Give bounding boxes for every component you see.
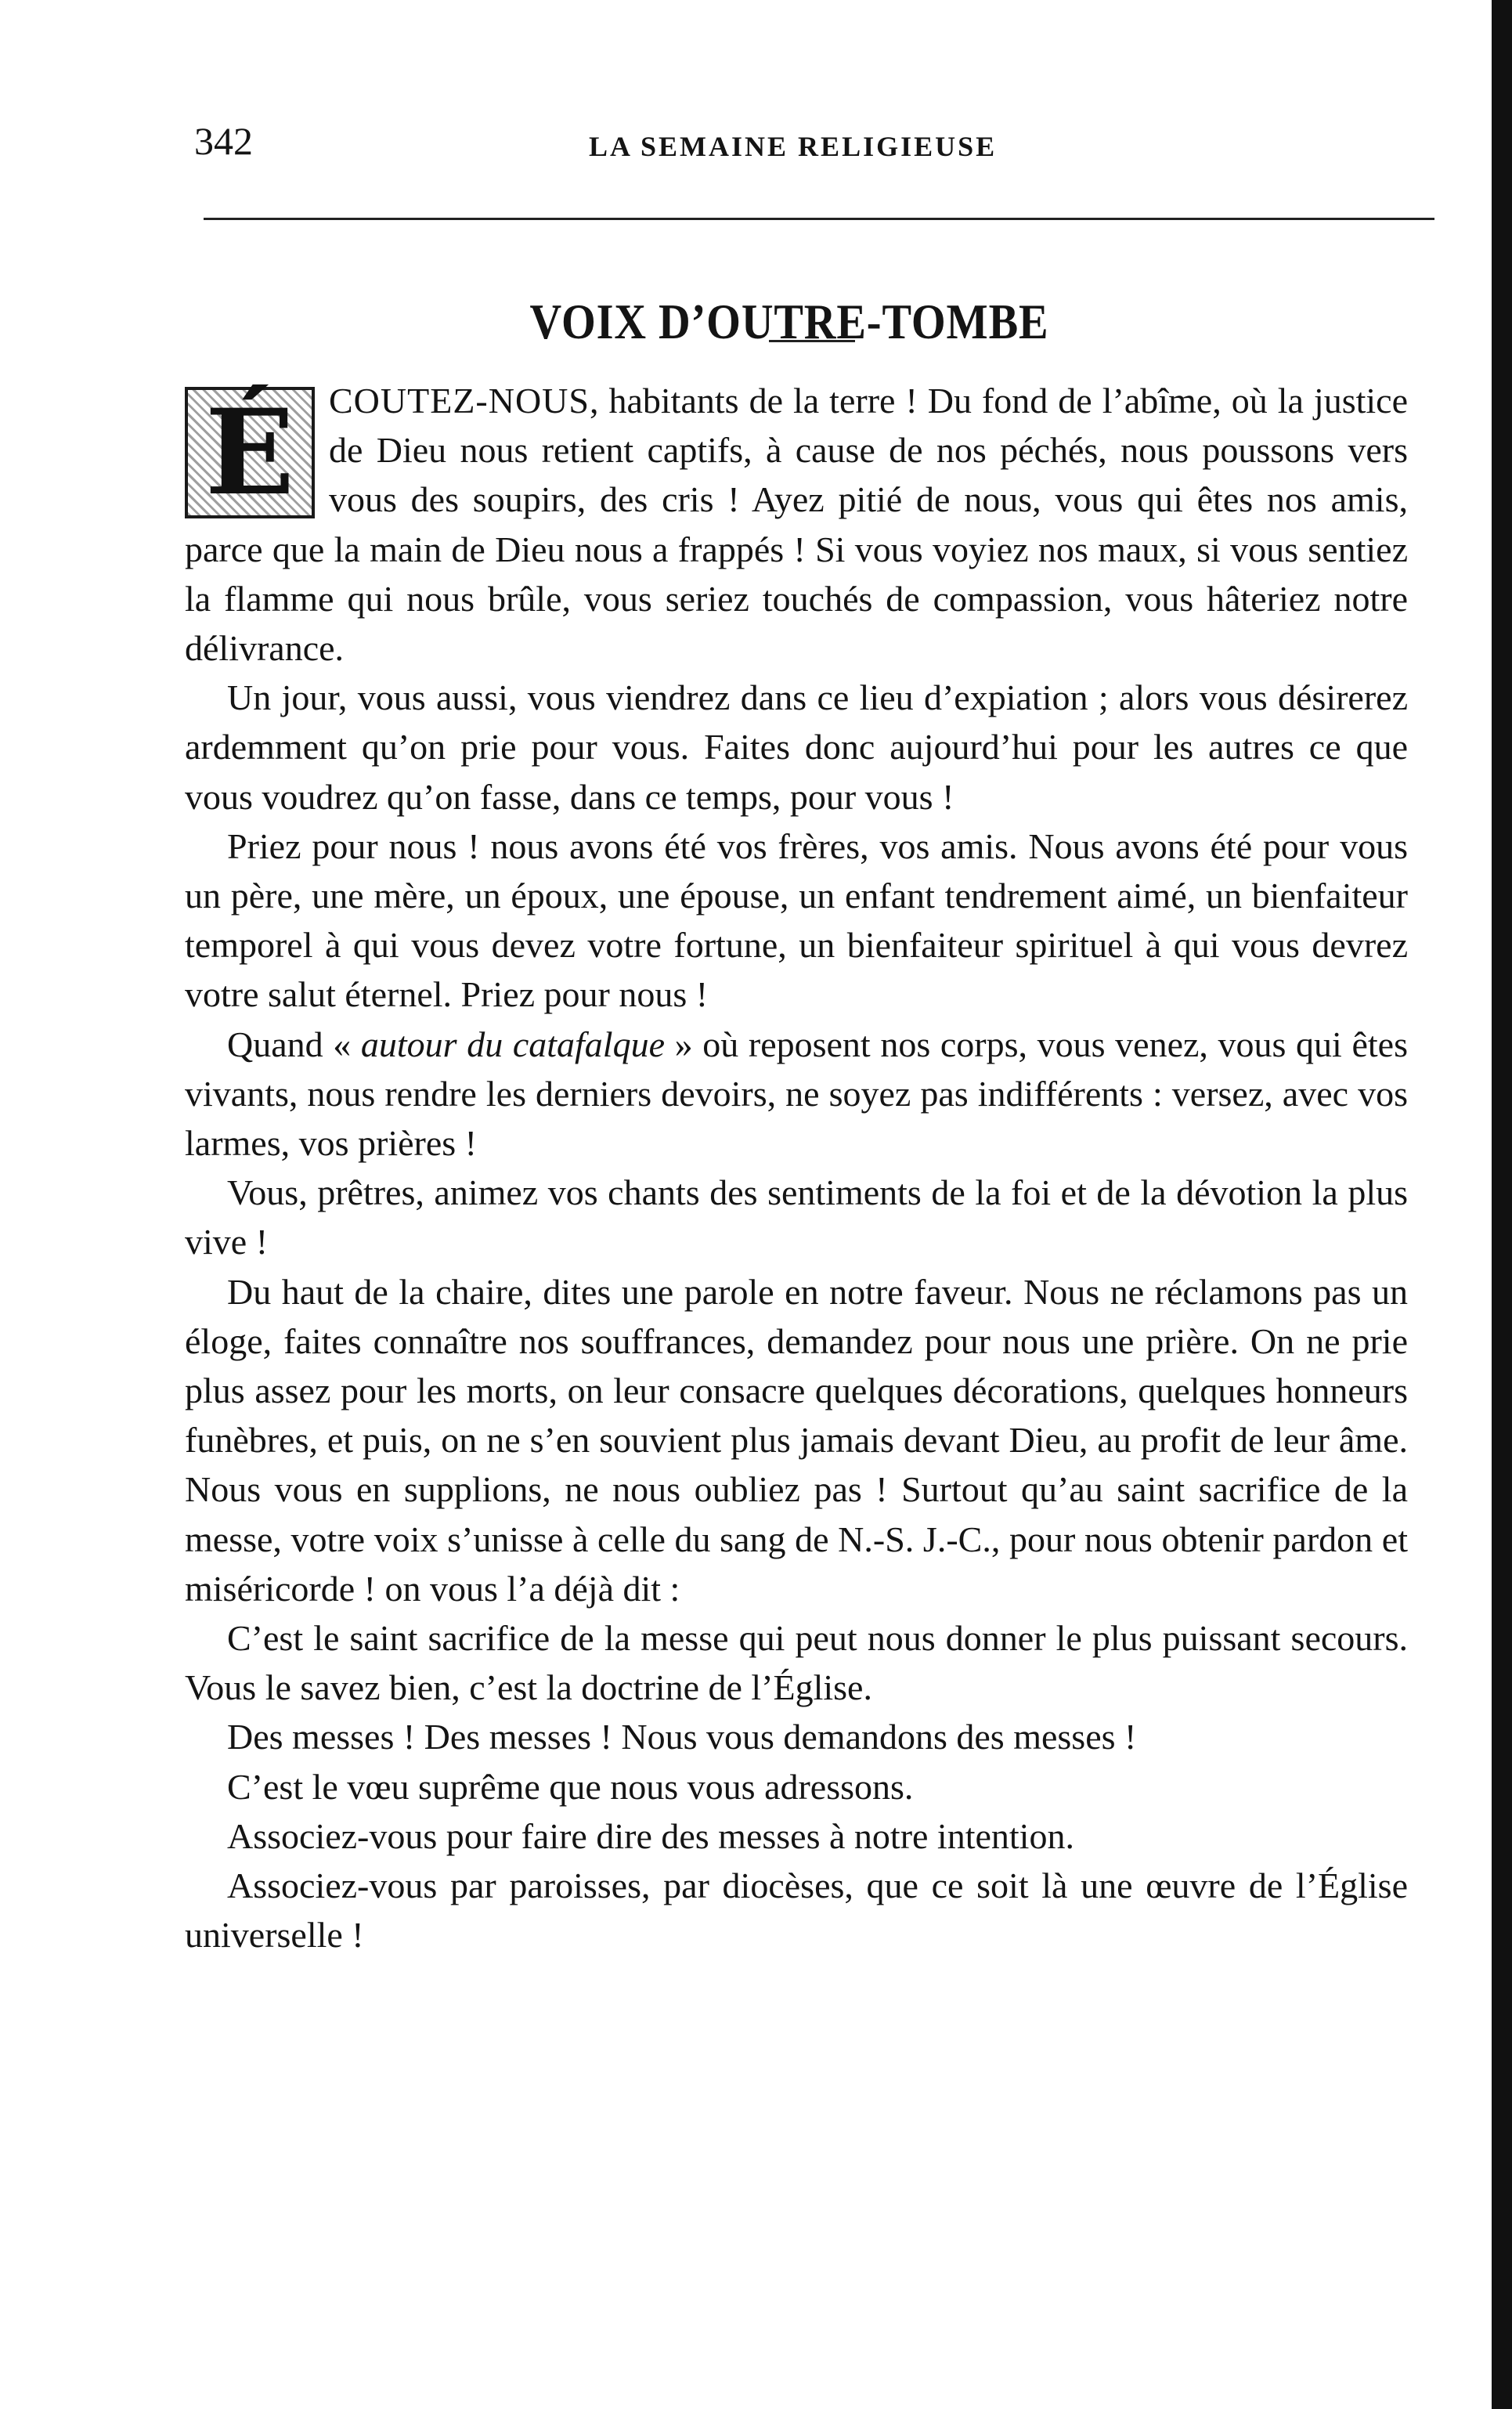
paragraph-11: Associez-vous par paroisses, par diocèses, que ce soit là une œuvre de l’Église universelle !: [185, 1865, 1408, 1956]
header-rule: [204, 218, 1434, 220]
paragraph-7: C’est le saint sacrifice de la messe qui peut nous donner le plus puissant secours. Vous le savez bien, c’est la doctrine de l’Église.: [185, 1618, 1408, 1708]
paragraph-4-end: » où reposent nos corps, vous venez, vous qui êtes vivants, nous rendre les derniers devoirs, ne soyez pas indifférents : versez, avec vos larmes, vos prières !: [185, 1024, 1408, 1164]
running-head: LA SEMAINE RELIGIEUSE: [589, 131, 998, 162]
paragraph-1: [185, 376, 1408, 673]
paragraph-10: Associez-vous pour faire dire des messes à notre intention.: [227, 1815, 1074, 1856]
title-rule: [769, 340, 855, 342]
paragraph-3: Priez pour nous ! nous avons été vos frères, vos amis. Nous avons été pour vous un père, une mère, un époux, une épouse, un enfant tendrement aimé, un bienfaiteur temporel à qui vous devez votre fortune, un bienfaiteur spirituel à qui vous devrez votre salut éternel. Priez pour nous !: [185, 825, 1408, 1015]
paragraph-6: Du haut de la chaire, dites une parole en notre faveur. Nous ne réclamons pas un éloge, faites connaître nos souffrances, demandez pour nous une prière. On ne prie plus assez pour les morts, on leur consacre quelques décorations, quelques honneurs funèbres, et puis, on ne s’en souvient plus jamais devant Dieu, au profit de leur âme. Nous vous en supplions, ne nous oubliez pas ! Surtout qu’au saint sacrifice de la messe, votre voix s’unisse à celle du sang de N.-S. J.-C., pour nous obtenir pardon et miséricorde ! on vous l’a déjà dit :: [185, 1271, 1408, 1609]
paragraph-8: Des messes ! Des messes ! Nous vous demandons des messes !: [227, 1717, 1137, 1757]
lead-caps: COUTEZ-NOUS: [329, 381, 590, 421]
paragraph-2: Un jour, vous aussi, vous viendrez dans ce lieu d’expiation ; alors vous désirerez ardemment qu’on prie pour vous. Faites donc aujourd’hui pour les autres ce que vous voudrez qu’on fasse, dans ce temps, pour vous !: [185, 677, 1408, 817]
paragraph-4: [185, 1020, 1408, 1168]
drop-cap-letter: É: [188, 390, 312, 515]
paragraph-5: Vous, prêtres, animez vos chants des sentiments de la foi et de la dévotion la plus vive !: [185, 1172, 1408, 1262]
paragraph-4-italic: autour du catafalque: [360, 1024, 665, 1064]
article-body: [185, 376, 1408, 1960]
page-edge-bar: [1492, 0, 1512, 2409]
article-title: VOIX D’OUTRE-TOMBE: [529, 293, 1049, 349]
page-header: [174, 117, 1405, 180]
page-number: 342: [194, 119, 253, 163]
ornamental-drop-cap: [185, 384, 315, 522]
document-page: [174, 117, 1408, 1956]
paragraph-1-text: , habitants de la terre ! Du fond de l’abîme, où la justice de Dieu nous retient captifs, à cause de nos péchés, nous poussons vers vous des soupirs, des cris ! Ayez pitié de nous, vous qui êtes nos amis, parce que la main de Dieu nous a frappés ! Si vous voyiez nos maux, si vous sentiez la flamme qui nous brûle, vous seriez touchés de compassion, vous hâteriez notre délivrance.: [185, 381, 1408, 669]
paragraph-9: C’est le vœu suprême que nous vous adressons.: [227, 1766, 914, 1807]
paragraph-4-start: Quand «: [227, 1024, 361, 1064]
